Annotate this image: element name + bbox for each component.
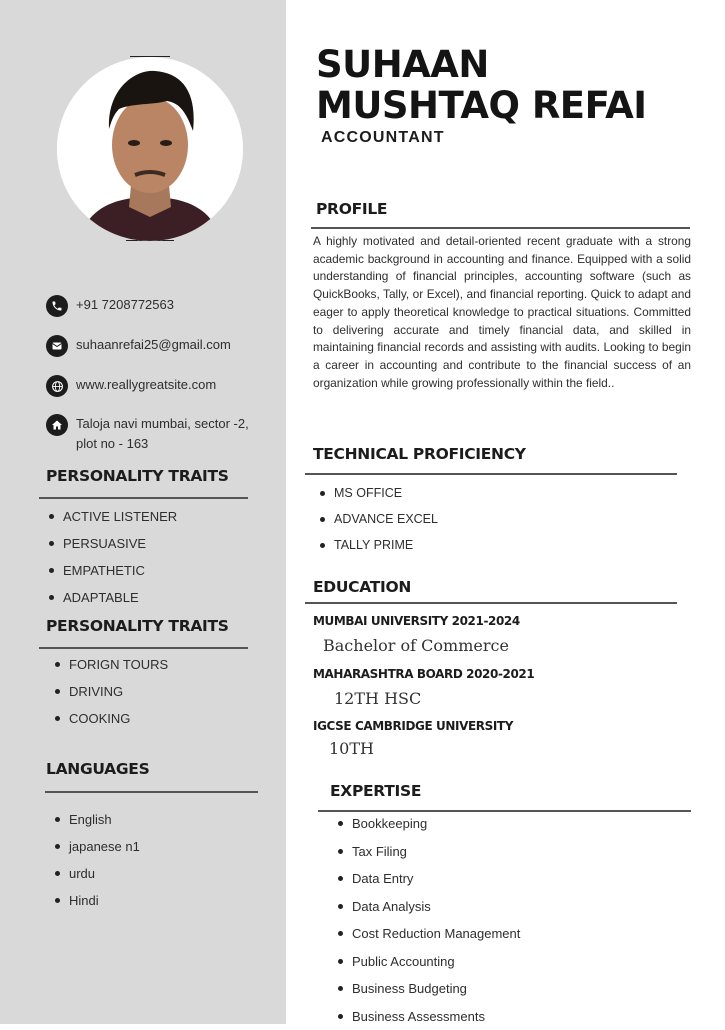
- technical-list: [317, 480, 438, 558]
- email-icon: [46, 335, 68, 357]
- education-degree: 12TH HSC: [334, 689, 421, 708]
- job-title: ACCOUNTANT: [321, 129, 445, 147]
- globe-icon: [46, 375, 68, 397]
- list-item: TALLY PRIME: [317, 532, 438, 558]
- list-item: COOKING: [52, 705, 168, 732]
- divider: [305, 473, 677, 475]
- list-item: FORIGN TOURS: [52, 651, 168, 678]
- profile-summary: A highly motivated and detail-oriented recent graduate with a strong academic background in accounting and finance. Equipped with a solid understanding of financial principles, accounting software (such as QuickBooks, Tally, or Excel), and financial reporting. Quick to adapt and eager to apply theoretical knowledge to practical situations. Committed to delivering accurate and timely financial data, and skilled in maintaining financial records and assisting with audits. Looking to begin a career in accounting and contribute to the financial success of an organization while growing professionally within the field..: [313, 233, 691, 392]
- list-item: PERSUASIVE: [46, 530, 177, 557]
- list-item: urdu: [52, 860, 140, 887]
- list-item: English: [52, 806, 140, 833]
- list-item: ACTIVE LISTENER: [46, 503, 177, 530]
- divider: [311, 227, 690, 229]
- list-item: Cost Reduction Management: [335, 920, 520, 948]
- expertise-heading: EXPERTISE: [330, 782, 421, 800]
- phone-text: +91 7208772563: [76, 295, 174, 315]
- education-institution: IGCSE CAMBRIDGE UNIVERSITY: [313, 719, 513, 733]
- education-heading: EDUCATION: [313, 578, 411, 596]
- education-institution: MUMBAI UNIVERSITY 2021-2024: [313, 614, 520, 628]
- list-item: Tax Filing: [335, 838, 520, 866]
- contact-email[interactable]: [46, 335, 231, 357]
- personality-traits-heading: PERSONALITY TRAITS: [46, 467, 229, 485]
- email-text: suhaanrefai25@gmail.com: [76, 335, 231, 355]
- languages-list: [52, 806, 140, 914]
- list-item: Bookkeeping: [335, 810, 520, 838]
- list-item: ADAPTABLE: [46, 584, 177, 611]
- divider: [39, 647, 248, 649]
- hobbies-heading: PERSONALITY TRAITS: [46, 617, 229, 635]
- list-item: Public Accounting: [335, 948, 520, 976]
- divider: [305, 602, 677, 604]
- hobbies-list: [52, 651, 168, 732]
- personality-traits-list: [46, 503, 177, 611]
- contact-address: [46, 414, 254, 454]
- list-item: MS OFFICE: [317, 480, 438, 506]
- education-degree: Bachelor of Commerce: [323, 636, 509, 655]
- languages-heading: LANGUAGES: [46, 760, 149, 778]
- list-item: EMPATHETIC: [46, 557, 177, 584]
- list-item: Business Assessments: [335, 1003, 520, 1030]
- contact-phone[interactable]: [46, 295, 174, 317]
- phone-icon: [46, 295, 68, 317]
- education-institution: MAHARASHTRA BOARD 2020-2021: [313, 667, 534, 681]
- list-item: Data Analysis: [335, 893, 520, 921]
- home-icon: [46, 414, 68, 436]
- person-avatar-icon: [57, 57, 243, 241]
- list-item: Business Budgeting: [335, 975, 520, 1003]
- list-item: Hindi: [52, 887, 140, 914]
- list-item: ADVANCE EXCEL: [317, 506, 438, 532]
- candidate-name: SUHAAN MUSHTAQ REFAI: [316, 44, 696, 126]
- profile-photo: [57, 57, 243, 241]
- education-degree: 10TH: [329, 739, 374, 758]
- list-item: DRIVING: [52, 678, 168, 705]
- profile-heading: PROFILE: [316, 200, 387, 218]
- list-item: Data Entry: [335, 865, 520, 893]
- contact-website[interactable]: [46, 375, 216, 397]
- technical-heading: TECHNICAL PROFICIENCY: [313, 445, 526, 463]
- list-item: japanese n1: [52, 833, 140, 860]
- website-text: www.reallygreatsite.com: [76, 375, 216, 395]
- expertise-list: [335, 810, 520, 1030]
- divider: [45, 791, 258, 793]
- divider: [39, 497, 248, 499]
- address-text: Taloja navi mumbai, sector -2, plot no - 163: [76, 414, 254, 454]
